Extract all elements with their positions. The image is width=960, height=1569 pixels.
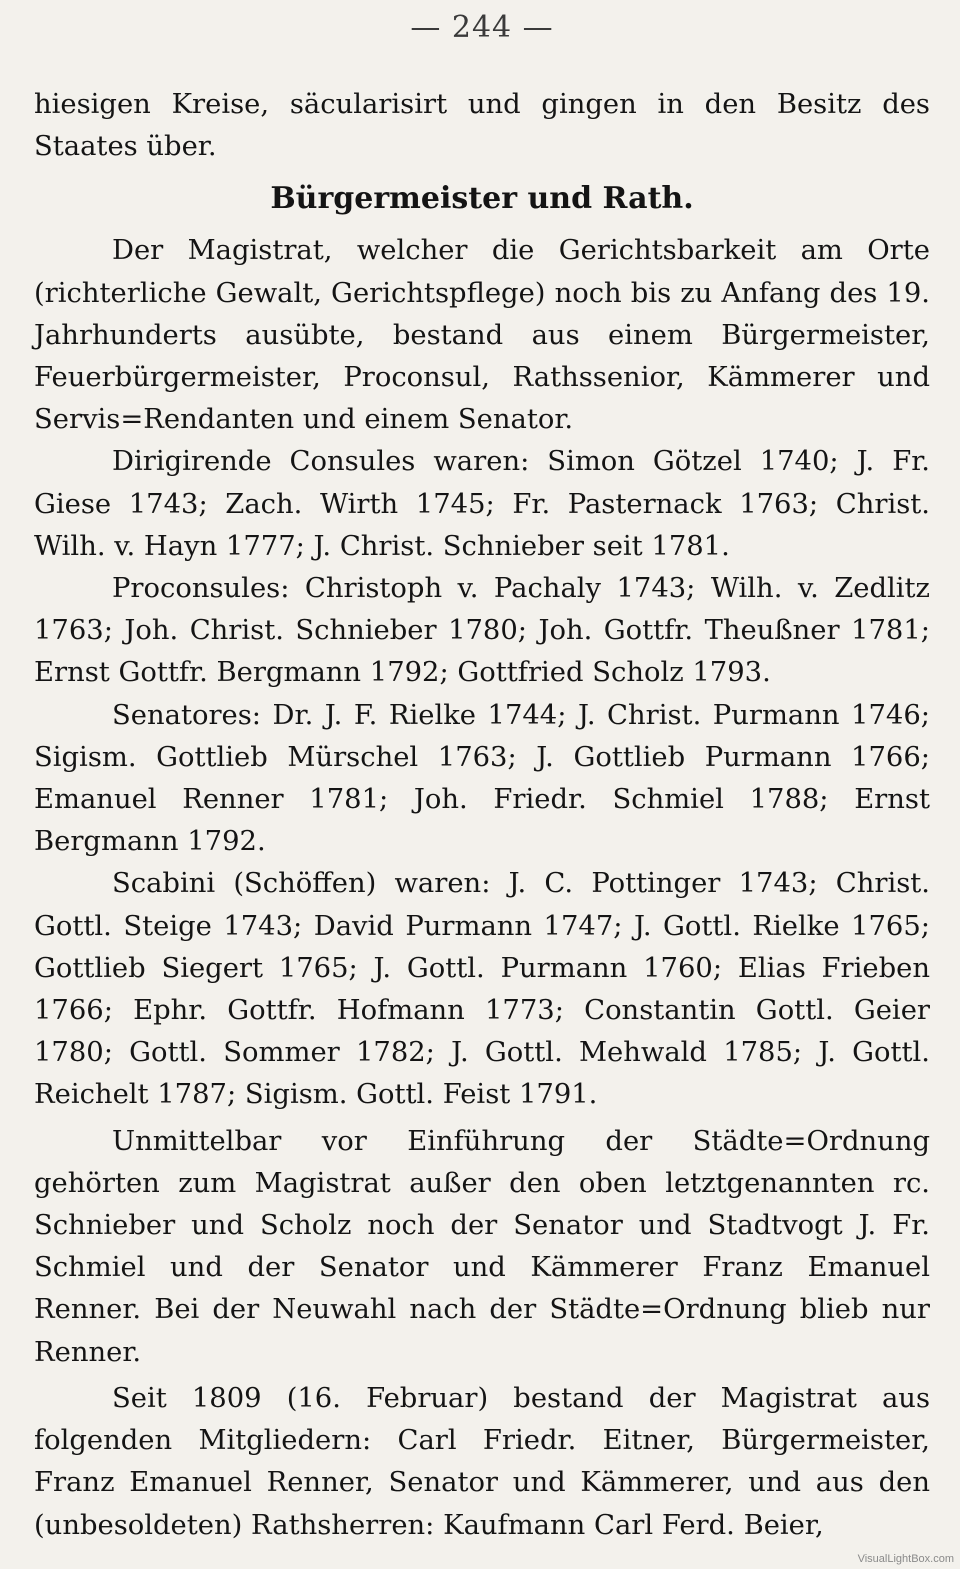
page-body (34, 84, 930, 1547)
paragraph-continuation: hiesigen Kreise, säcularisirt und gingen in den Besitz des Staates über. (34, 89, 930, 163)
watermark-label: VisualLightBox.com (857, 1553, 954, 1565)
paragraph-consules: Dirigirende Consules waren: Simon Götzel 1740; J. Fr. Giese 1743; Zach. Wirth 1745; Fr. Pasternack 1763; Christ. Wilh. v. Hayn 1777; J. Christ. Schnieber seit 1781. (34, 446, 930, 562)
section-heading: Bürgermeister und Rath. (270, 181, 694, 217)
page-number: — 244 — (410, 10, 554, 45)
book-page (34, 0, 930, 1569)
paragraph-seit-1809: Seit 1809 (16. Februar) bestand der Magistrat aus folgenden Mitgliedern: Carl Friedr. Eitner, Bürgermeister, Franz Emanuel Renner, Senator und Kämmerer, und aus den (unbesoldeten) Rathsherren: Kaufmann Carl Ferd. Beier, (34, 1382, 930, 1541)
paragraph-senatores: Senatores: Dr. J. F. Rielke 1744; J. Christ. Purmann 1746; Sigism. Gottlieb Mürschel 1763; J. Gottlieb Purmann 1766; Emanuel Renner 1781; Joh. Friedr. Schmiel 1788; Ernst Bergmann 1792. (34, 699, 930, 858)
paragraph-scabini: Scabini (Schöffen) waren: J. C. Pottinger 1743; Christ. Gottl. Steige 1743; David Purmann 1747; J. Gottl. Rielke 1765; Gottlieb Siegert 1765; J. Gottl. Purmann 1760; Elias Frieben 1766; Ephr. Gottfr. Hofmann 1773; Constantin Gottl. Geier 1780; Gottl. Sommer 1782; J. Gottl. Mehwald 1785; J. Gottl. Reichelt 1787; Sigism. Gottl. Feist 1791. (34, 868, 930, 1111)
paragraph-proconsules: Proconsules: Christoph v. Pachaly 1743; Wilh. v. Zedlitz 1763; Joh. Christ. Schnieber 1780; Joh. Gottfr. Theußner 1781; Ernst Gottfr. Bergmann 1792; Gottfried Scholz 1793. (34, 573, 930, 689)
paragraph-magistrat: Der Magistrat, welcher die Gerichtsbarkeit am Orte (richterliche Gewalt, Gerichtspflege) noch bis zu Anfang des 19. Jahrhunderts ausübte, bestand aus einem Bürgermeister, Feuerbürgermeister, Proconsul, Rathssenior, Kämmerer und Servis=Rendanten und einem Senator. (34, 235, 930, 436)
paragraph-staedte-ordnung: Unmittelbar vor Einführung der Städte=Ordnung gehörten zum Magistrat außer den oben letztgenannten rc. Schnieber und Scholz noch der Senator und Stadtvogt J. Fr. Schmiel und der Senator und Kämmerer Franz Emanuel Renner. Bei der Neuwahl nach der Städte=Ordnung blieb nur Renner. (34, 1125, 930, 1368)
